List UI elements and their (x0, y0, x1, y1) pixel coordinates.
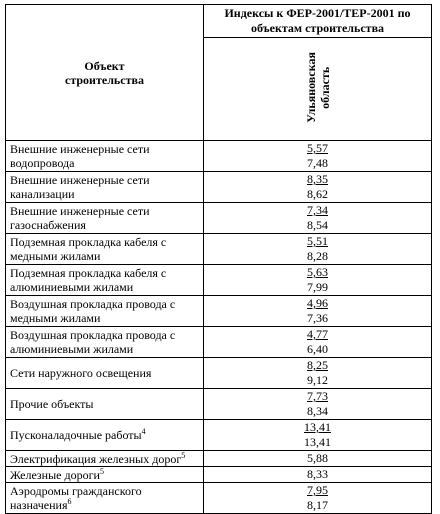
index-value-primary: 5,51 (307, 234, 328, 248)
table-row (6, 420, 432, 451)
index-value-primary: 5,57 (307, 141, 328, 155)
index-value-secondary: 8,17 (307, 498, 328, 512)
index-value-cell (204, 483, 432, 514)
index-value-primary: 8,35 (307, 172, 328, 186)
object-name-cell (6, 141, 204, 172)
table-row (6, 234, 432, 265)
index-value-secondary: 7,48 (307, 156, 328, 170)
object-name-line: Подземная прокладка кабеля с (10, 266, 167, 280)
index-value-secondary: 8,28 (307, 249, 328, 263)
footnote-marker: 6 (67, 497, 72, 506)
object-name-cell (6, 389, 204, 420)
object-name-cell (6, 420, 204, 451)
object-header-line-1: Объект (84, 58, 125, 73)
index-value-cell (204, 420, 432, 451)
index-value-cell (204, 234, 432, 265)
index-value-primary: 8,25 (307, 358, 328, 372)
object-name-cell (6, 265, 204, 296)
table-row (6, 327, 432, 358)
object-name-line: Сети наружного освещения (10, 366, 152, 380)
index-value-secondary: 8,54 (307, 218, 328, 232)
object-name-cell (6, 327, 204, 358)
object-name-line: назначения (10, 498, 68, 512)
table-row (6, 296, 432, 327)
table-row (6, 203, 432, 234)
footnote-marker: 5 (181, 450, 186, 460)
table-row (6, 141, 432, 172)
table-row (6, 389, 432, 420)
object-name-line: Прочие объекты (10, 397, 94, 411)
object-name-cell (6, 483, 204, 514)
index-value-cell (204, 296, 432, 327)
region-header-text (304, 52, 332, 123)
object-name-cell (6, 234, 204, 265)
index-value-cell (204, 203, 432, 234)
index-value-primary: 8,33 (307, 467, 328, 481)
object-name-line: Подземная прокладка кабеля с (10, 235, 167, 249)
index-value-secondary: 13,41 (304, 435, 331, 449)
table-row (6, 172, 432, 203)
index-value-secondary: 9,12 (307, 373, 328, 387)
index-value-cell (204, 327, 432, 358)
object-name-cell (6, 467, 204, 483)
object-name-line: Воздушная прокладка провода с (10, 328, 176, 342)
table-row (6, 467, 432, 483)
index-value-primary: 5,88 (307, 451, 328, 465)
index-value-cell (204, 141, 432, 172)
object-name-line: медными жилами (10, 249, 101, 263)
index-value-secondary: 6,40 (307, 342, 328, 356)
object-column-header (6, 5, 204, 141)
object-name-line: Аэродромы гражданского (10, 484, 142, 498)
table-row (6, 358, 432, 389)
index-value-primary: 7,34 (307, 203, 328, 217)
region-header (204, 38, 432, 141)
region-line-2: область (317, 66, 332, 108)
object-name-line: алюминиевыми жилами (10, 342, 134, 356)
object-header-line-2: строительства (65, 72, 144, 87)
object-name-line: Внешние инженерные сети (10, 204, 150, 218)
object-name-cell (6, 451, 204, 467)
index-value-cell (204, 467, 432, 483)
object-name-line: Воздушная прокладка провода с (10, 297, 176, 311)
object-name-line: водопровода (10, 156, 75, 170)
index-value-secondary: 8,34 (307, 404, 328, 418)
index-value-cell (204, 389, 432, 420)
object-name-cell (6, 203, 204, 234)
index-value-secondary: 7,36 (307, 311, 328, 325)
index-value-cell (204, 358, 432, 389)
object-name-cell (6, 296, 204, 327)
index-value-primary: 4,96 (307, 296, 328, 310)
object-name-line: алюминиевыми жилами (10, 280, 134, 294)
index-value-primary: 7,95 (307, 483, 328, 497)
object-name-line: Внешние инженерные сети (10, 142, 150, 156)
header-row-top (6, 5, 432, 38)
object-name-line: Железные дороги (10, 467, 100, 482)
index-value-cell (204, 172, 432, 203)
index-value-primary: 13,41 (304, 420, 331, 434)
object-name-line: медными жилами (10, 311, 101, 325)
object-name-line: Электрификация железных дорог (10, 451, 182, 466)
index-value-secondary: 7,99 (307, 280, 328, 294)
object-name-cell (6, 358, 204, 389)
index-value-cell (204, 451, 432, 467)
table-row (6, 483, 432, 514)
footnote-marker: 4 (141, 427, 146, 436)
object-name-cell (6, 172, 204, 203)
object-name-line: канализации (10, 187, 75, 201)
index-table (5, 4, 432, 514)
index-value-primary: 4,77 (307, 327, 328, 341)
table-row (6, 265, 432, 296)
index-value-secondary: 8,62 (307, 187, 328, 201)
table-row (6, 451, 432, 467)
index-value-primary: 7,73 (307, 389, 328, 403)
region-line-1: Ульяновская (303, 51, 318, 123)
object-name-line: Внешние инженерные сети (10, 173, 150, 187)
object-name-line: газоснабжения (10, 218, 86, 232)
footnote-marker: 5 (99, 466, 104, 476)
indexes-header: Индексы к ФЕР-2001/ТЕР-2001 по объектам строительства (204, 5, 432, 38)
object-name-line: Пусконаладочные работы (10, 428, 142, 442)
index-value-cell (204, 265, 432, 296)
index-value-primary: 5,63 (307, 265, 328, 279)
